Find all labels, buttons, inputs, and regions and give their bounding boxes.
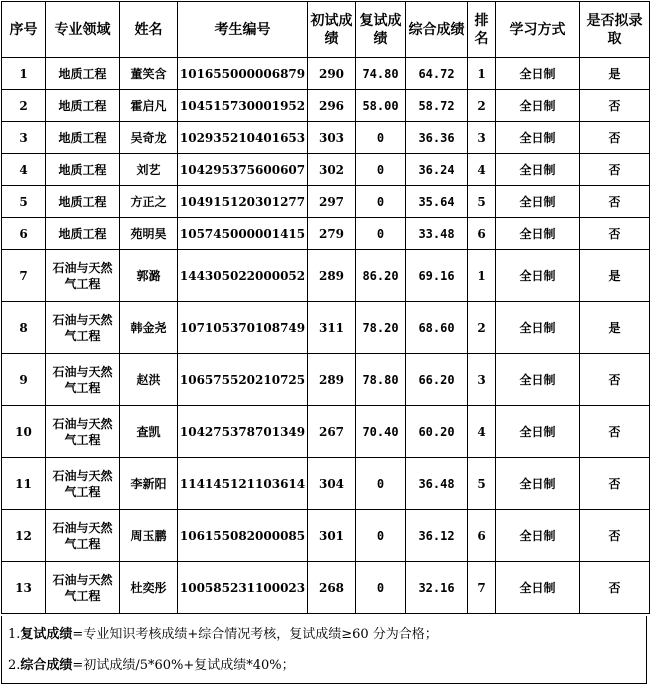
- cell-id: 104915120301277: [178, 186, 308, 218]
- cell-initial: 304: [308, 458, 356, 510]
- cell-name: 霍启凡: [120, 90, 178, 122]
- cell-field: 石油与天然气工程: [46, 510, 120, 562]
- cell-rank: 6: [468, 218, 496, 250]
- note-text: =专业知识考核成绩+综合情况考核，复试成绩≥60 分为合格；: [72, 627, 438, 642]
- cell-id: 102935210401653: [178, 122, 308, 154]
- cell-field: 地质工程: [46, 154, 120, 186]
- cell-mode: 全日制: [496, 354, 580, 406]
- table-row: [2, 186, 650, 218]
- cell-rank: 3: [468, 122, 496, 154]
- cell-total: 36.48: [406, 458, 468, 510]
- cell-admit: 否: [580, 90, 650, 122]
- cell-rank: 1: [468, 58, 496, 90]
- cell-mode: 全日制: [496, 90, 580, 122]
- table-row: [2, 218, 650, 250]
- cell-mode: 全日制: [496, 58, 580, 90]
- cell-mode: 全日制: [496, 154, 580, 186]
- header-cell-mode: 学习方式: [496, 2, 580, 58]
- cell-field: 地质工程: [46, 90, 120, 122]
- cell-initial: 289: [308, 250, 356, 302]
- cell-initial: 296: [308, 90, 356, 122]
- cell-field: 地质工程: [46, 186, 120, 218]
- table-row: [2, 58, 650, 90]
- cell-name: 杜奕彤: [120, 562, 178, 614]
- cell-retest: 0: [356, 562, 406, 614]
- cell-id: 106155082000085: [178, 510, 308, 562]
- cell-initial: 290: [308, 58, 356, 90]
- cell-name: 郭潞: [120, 250, 178, 302]
- cell-total: 69.16: [406, 250, 468, 302]
- cell-rank: 4: [468, 406, 496, 458]
- cell-retest: 0: [356, 458, 406, 510]
- cell-no: 12: [2, 510, 46, 562]
- cell-initial: 297: [308, 186, 356, 218]
- cell-total: 33.48: [406, 218, 468, 250]
- cell-field: 地质工程: [46, 218, 120, 250]
- cell-admit: 否: [580, 186, 650, 218]
- cell-id: 114145121103614: [178, 458, 308, 510]
- cell-mode: 全日制: [496, 562, 580, 614]
- cell-rank: 5: [468, 458, 496, 510]
- cell-mode: 全日制: [496, 406, 580, 458]
- cell-name: 李新阳: [120, 458, 178, 510]
- table-row: [2, 406, 650, 458]
- cell-retest: 0: [356, 154, 406, 186]
- cell-field: 地质工程: [46, 122, 120, 154]
- cell-name: 吴奇龙: [120, 122, 178, 154]
- header-cell-total: 综合成绩: [406, 2, 468, 58]
- cell-id: 106575520210725: [178, 354, 308, 406]
- cell-name: 方正之: [120, 186, 178, 218]
- cell-field: 石油与天然气工程: [46, 562, 120, 614]
- cell-retest: 0: [356, 122, 406, 154]
- cell-field: 石油与天然气工程: [46, 458, 120, 510]
- cell-total: 36.12: [406, 510, 468, 562]
- cell-admit: 是: [580, 250, 650, 302]
- table-row: [2, 354, 650, 406]
- table-row: [2, 122, 650, 154]
- table-row: [2, 250, 650, 302]
- cell-total: 60.20: [406, 406, 468, 458]
- cell-total: 35.64: [406, 186, 468, 218]
- cell-field: 石油与天然气工程: [46, 302, 120, 354]
- cell-total: 68.60: [406, 302, 468, 354]
- note-label: 复试成绩: [20, 627, 73, 642]
- cell-id: 104515730001952: [178, 90, 308, 122]
- admission-table: [1, 1, 650, 614]
- cell-retest: 0: [356, 218, 406, 250]
- cell-rank: 2: [468, 302, 496, 354]
- cell-admit: 否: [580, 122, 650, 154]
- cell-initial: 301: [308, 510, 356, 562]
- header-cell-initial: 初试成绩: [308, 2, 356, 58]
- cell-retest: 70.40: [356, 406, 406, 458]
- cell-rank: 2: [468, 90, 496, 122]
- table-header-row: [2, 2, 650, 58]
- header-cell-retest: 复试成绩: [356, 2, 406, 58]
- cell-mode: 全日制: [496, 302, 580, 354]
- cell-name: 赵洪: [120, 354, 178, 406]
- cell-no: 6: [2, 218, 46, 250]
- cell-field: 石油与天然气工程: [46, 250, 120, 302]
- cell-retest: 86.20: [356, 250, 406, 302]
- note-text: =初试成绩/5*60%+复试成绩*40%；: [72, 658, 295, 673]
- cell-id: 100585231100023: [178, 562, 308, 614]
- cell-field: 石油与天然气工程: [46, 406, 120, 458]
- cell-no: 10: [2, 406, 46, 458]
- cell-rank: 7: [468, 562, 496, 614]
- cell-initial: 267: [308, 406, 356, 458]
- cell-rank: 1: [468, 250, 496, 302]
- table-row: [2, 154, 650, 186]
- cell-id: 144305022000052: [178, 250, 308, 302]
- cell-retest: 74.80: [356, 58, 406, 90]
- cell-initial: 279: [308, 218, 356, 250]
- cell-rank: 5: [468, 186, 496, 218]
- cell-no: 5: [2, 186, 46, 218]
- cell-mode: 全日制: [496, 186, 580, 218]
- cell-retest: 58.00: [356, 90, 406, 122]
- cell-id: 104295375600607: [178, 154, 308, 186]
- cell-id: 107105370108749: [178, 302, 308, 354]
- cell-no: 13: [2, 562, 46, 614]
- cell-initial: 302: [308, 154, 356, 186]
- cell-total: 32.16: [406, 562, 468, 614]
- notes-box: [1, 616, 647, 684]
- note-prefix: 1.: [8, 627, 21, 642]
- cell-name: 韩金尧: [120, 302, 178, 354]
- cell-name: 周玉鹏: [120, 510, 178, 562]
- cell-retest: 0: [356, 186, 406, 218]
- note-retest: [8, 626, 438, 644]
- cell-field: 地质工程: [46, 58, 120, 90]
- cell-total: 58.72: [406, 90, 468, 122]
- cell-initial: 289: [308, 354, 356, 406]
- cell-mode: 全日制: [496, 250, 580, 302]
- table-row: [2, 562, 650, 614]
- cell-total: 36.36: [406, 122, 468, 154]
- cell-no: 2: [2, 90, 46, 122]
- cell-no: 11: [2, 458, 46, 510]
- note-prefix: 2.: [8, 658, 21, 673]
- cell-admit: 否: [580, 510, 650, 562]
- table-row: [2, 90, 650, 122]
- cell-mode: 全日制: [496, 122, 580, 154]
- cell-admit: 否: [580, 406, 650, 458]
- cell-admit: 否: [580, 218, 650, 250]
- cell-admit: 是: [580, 302, 650, 354]
- cell-mode: 全日制: [496, 458, 580, 510]
- cell-id: 104275378701349: [178, 406, 308, 458]
- cell-no: 4: [2, 154, 46, 186]
- cell-no: 3: [2, 122, 46, 154]
- table-row: [2, 510, 650, 562]
- cell-name: 查凯: [120, 406, 178, 458]
- cell-name: 董笑含: [120, 58, 178, 90]
- cell-name: 刘艺: [120, 154, 178, 186]
- cell-no: 9: [2, 354, 46, 406]
- note-label: 综合成绩: [20, 658, 73, 673]
- note-total: [8, 657, 295, 675]
- table-row: [2, 458, 650, 510]
- header-cell-field: 专业领域: [46, 2, 120, 58]
- cell-initial: 303: [308, 122, 356, 154]
- cell-total: 36.24: [406, 154, 468, 186]
- cell-total: 66.20: [406, 354, 468, 406]
- header-cell-name: 姓名: [120, 2, 178, 58]
- cell-rank: 6: [468, 510, 496, 562]
- cell-total: 64.72: [406, 58, 468, 90]
- cell-rank: 4: [468, 154, 496, 186]
- cell-initial: 268: [308, 562, 356, 614]
- cell-retest: 0: [356, 510, 406, 562]
- cell-rank: 3: [468, 354, 496, 406]
- header-cell-admit: 是否拟录取: [580, 2, 650, 58]
- header-cell-rank: 排名: [468, 2, 496, 58]
- cell-mode: 全日制: [496, 510, 580, 562]
- cell-field: 石油与天然气工程: [46, 354, 120, 406]
- cell-no: 1: [2, 58, 46, 90]
- cell-admit: 是: [580, 58, 650, 90]
- cell-id: 101655000006879: [178, 58, 308, 90]
- cell-retest: 78.20: [356, 302, 406, 354]
- cell-initial: 311: [308, 302, 356, 354]
- cell-admit: 否: [580, 458, 650, 510]
- cell-mode: 全日制: [496, 218, 580, 250]
- cell-no: 8: [2, 302, 46, 354]
- cell-retest: 78.80: [356, 354, 406, 406]
- cell-no: 7: [2, 250, 46, 302]
- table-row: [2, 302, 650, 354]
- cell-id: 105745000001415: [178, 218, 308, 250]
- cell-admit: 否: [580, 354, 650, 406]
- header-cell-id: 考生编号: [178, 2, 308, 58]
- cell-name: 苑明昊: [120, 218, 178, 250]
- header-cell-no: 序号: [2, 2, 46, 58]
- cell-admit: 否: [580, 154, 650, 186]
- cell-admit: 否: [580, 562, 650, 614]
